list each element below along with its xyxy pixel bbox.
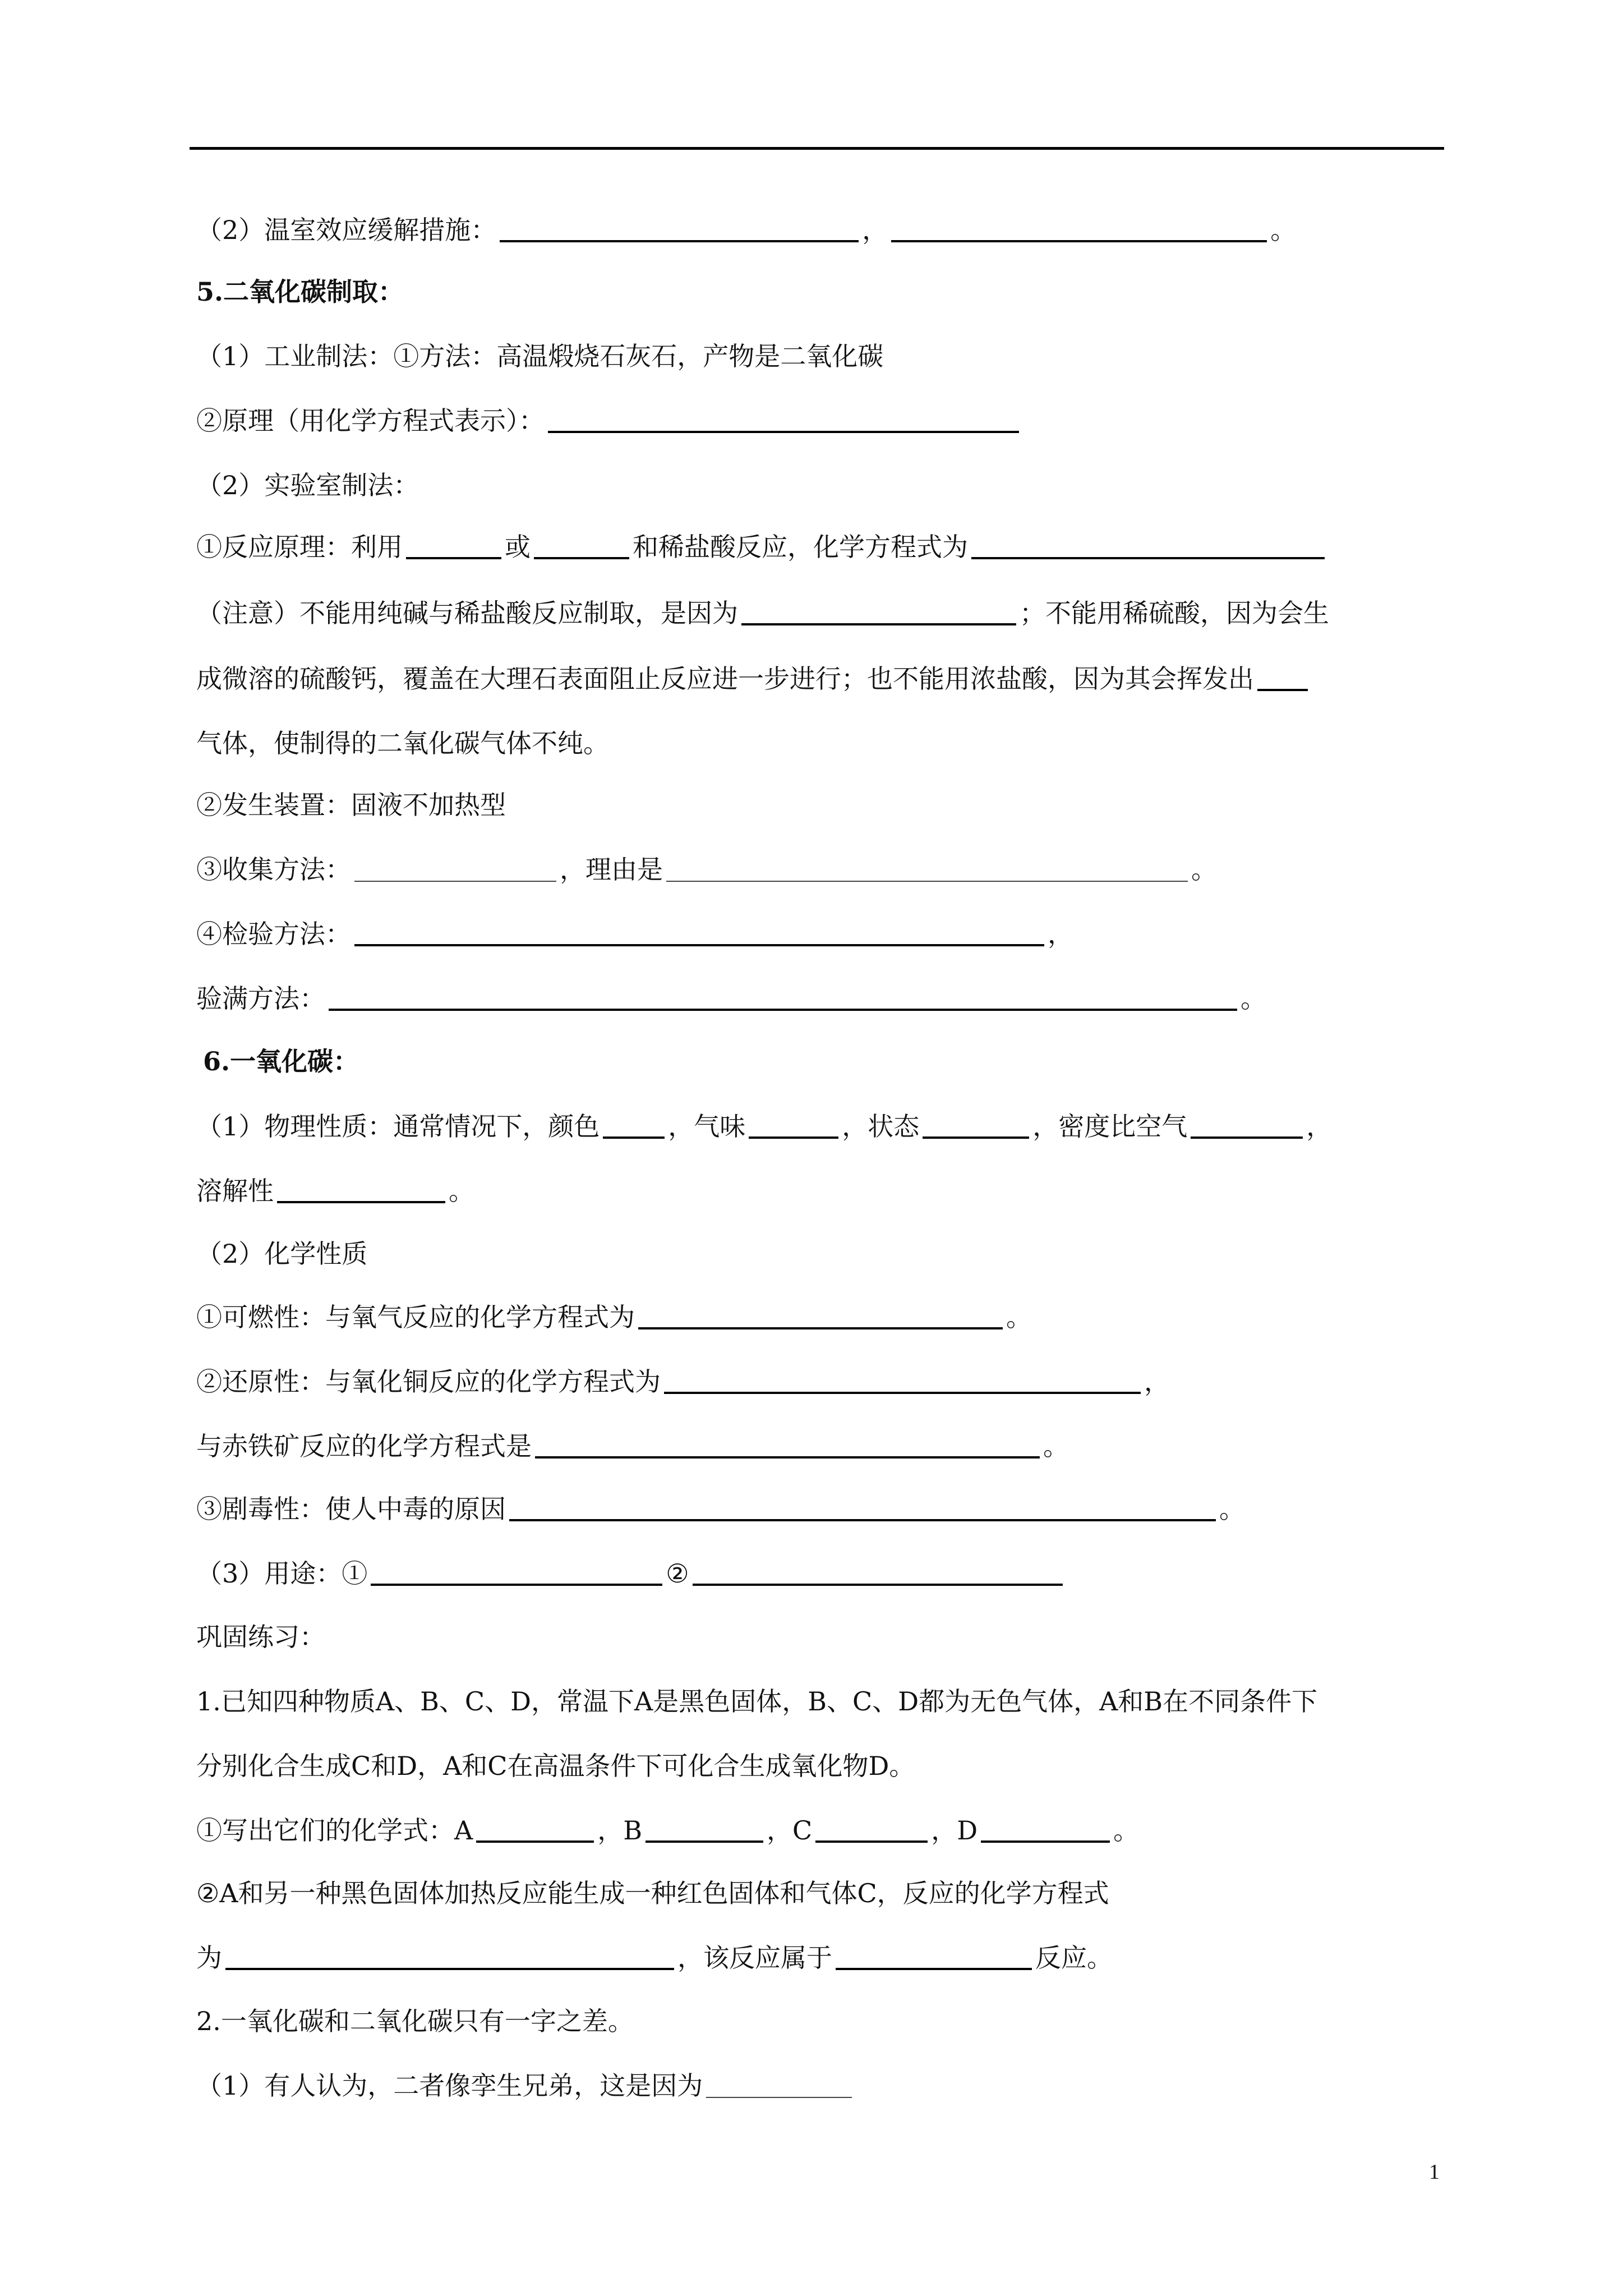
answer-blank[interactable]: [277, 1175, 445, 1203]
line-text: ②还原性：与氧化铜反应的化学方程式为: [196, 1366, 661, 1397]
text-line: [196, 213, 1455, 247]
line-text: ①写出它们的化学式：A: [196, 1815, 473, 1846]
answer-blank[interactable]: [693, 1558, 1063, 1586]
line-text: 成微溶的硫酸钙，覆盖在大理石表面阻止反应进一步进行；也不能用浓盐酸，因为其会挥发出: [196, 664, 1254, 694]
text-line: [196, 1300, 1455, 1334]
line-text: （1）有人认为，二者像孪生兄弟，这是因为: [196, 2070, 703, 2101]
line-text: 2.一氧化碳和二氧化碳只有一字之差。: [196, 2006, 634, 2036]
text-line: [196, 1685, 1455, 1718]
line-text: ，: [1048, 919, 1073, 949]
line-text: 为: [196, 1943, 222, 1973]
line-text: （2）实验室制法：: [196, 470, 419, 500]
text-line: [196, 726, 1455, 760]
answer-blank[interactable]: [548, 405, 1019, 433]
answer-blank[interactable]: [749, 1111, 838, 1139]
line-text: ，: [862, 215, 888, 245]
answer-blank[interactable]: [476, 1815, 594, 1843]
answer-blank[interactable]: [891, 214, 1267, 242]
line-text: 巩固练习：: [196, 1622, 325, 1652]
line-text: 反应。: [1035, 1943, 1113, 1973]
line-text: ，状态: [842, 1111, 920, 1142]
section-title: 5.二氧化碳制取：: [196, 277, 404, 307]
line-text: ，气味: [668, 1111, 746, 1142]
line-text: （3）用途：①: [196, 1558, 368, 1589]
answer-blank[interactable]: [638, 1301, 1003, 1329]
text-line: [196, 1110, 1455, 1143]
line-text: ③剧毒性：使人中毒的原因: [196, 1494, 506, 1524]
line-text: ，密度比空气: [1032, 1111, 1188, 1142]
answer-blank[interactable]: [815, 1815, 928, 1843]
line-text: 溶解性: [196, 1176, 274, 1206]
line-text: （注意）不能用纯碱与稀盐酸反应制取，是因为: [196, 598, 738, 628]
answer-blank[interactable]: [836, 1942, 1032, 1970]
line-text: 。: [1270, 215, 1297, 245]
line-text: （2）化学性质: [196, 1239, 368, 1269]
text-line: [196, 1365, 1455, 1398]
line-text: ②A和另一种黑色固体加热反应能生成一种红色固体和气体C，反应的化学方程式: [196, 1878, 1109, 1908]
line-text: 。: [1006, 1302, 1032, 1332]
line-text: （2）温室效应缓解措施：: [196, 215, 497, 245]
text-line: [196, 1814, 1455, 1847]
line-text: 与赤铁矿反应的化学方程式是: [196, 1431, 532, 1461]
text-line: [196, 1492, 1455, 1526]
line-text: （1）工业制法：①方法：高温煅烧石灰石，产物是二氧化碳: [196, 341, 884, 371]
answer-blank[interactable]: [971, 531, 1325, 559]
line-text: ，: [1144, 1366, 1170, 1397]
answer-blank[interactable]: [354, 918, 1044, 946]
answer-blank[interactable]: [603, 1111, 665, 1139]
line-text: ，该反应属于: [677, 1943, 832, 1973]
section-title: 6.一氧化碳：: [203, 1046, 359, 1076]
answer-blank[interactable]: [225, 1942, 674, 1970]
text-line: [196, 530, 1455, 564]
answer-blank[interactable]: [371, 1558, 662, 1586]
line-text: 。: [1191, 854, 1217, 885]
answer-blank[interactable]: [645, 1815, 763, 1843]
text-line: [196, 1941, 1455, 1975]
answer-blank[interactable]: [500, 214, 859, 242]
answer-blank[interactable]: [509, 1493, 1216, 1521]
line-text: ，: [1306, 1111, 1332, 1142]
answer-blank[interactable]: [981, 1815, 1110, 1843]
text-line: [196, 662, 1455, 696]
line-text: ，C: [767, 1815, 813, 1846]
answer-blank[interactable]: [354, 855, 556, 882]
text-line: [196, 788, 1455, 822]
line-text: ，B: [597, 1815, 643, 1846]
line-text: （1）物理性质：通常情况下，颜色: [196, 1111, 600, 1142]
text-line: [196, 917, 1455, 951]
line-text: 和稀盐酸反应，化学方程式为: [633, 532, 968, 562]
line-text: ①可燃性：与氧气反应的化学方程式为: [196, 1302, 635, 1332]
section-heading: [203, 1045, 1455, 1078]
line-text: 。: [1219, 1494, 1245, 1524]
answer-blank[interactable]: [664, 1366, 1141, 1394]
text-line: [196, 1749, 1455, 1783]
answer-blank[interactable]: [666, 855, 1188, 882]
line-text: ，D: [931, 1815, 978, 1846]
answer-blank[interactable]: [706, 2071, 852, 2098]
line-text: ④检验方法：: [196, 919, 351, 949]
line-text: 。: [1241, 983, 1266, 1014]
line-text: 1.已知四种物质A、B、C、D，常温下A是黑色固体，B、C、D都为无色气体，A和B在不同条件下: [196, 1686, 1318, 1717]
line-text: 。: [1113, 1815, 1140, 1846]
line-text: ②原理（用化学方程式表示）：: [196, 406, 545, 436]
text-line: [196, 1557, 1455, 1590]
text-line: [196, 1429, 1455, 1463]
answer-blank[interactable]: [329, 983, 1237, 1011]
text-line: [196, 339, 1455, 373]
text-line: [196, 982, 1455, 1015]
text-line: [196, 2004, 1455, 2038]
text-line: [196, 2069, 1455, 2102]
header-rule: [190, 147, 1444, 150]
line-text: ②发生装置：固液不加热型: [196, 790, 506, 820]
line-text: 。: [1043, 1431, 1069, 1461]
line-text: 。: [449, 1176, 474, 1206]
line-text: 气体，使制得的二氧化碳气体不纯。: [196, 728, 609, 758]
line-text: ，理由是: [560, 854, 663, 885]
text-line: [196, 596, 1455, 630]
page-number: 1: [1429, 2160, 1440, 2184]
answer-blank[interactable]: [535, 1430, 1040, 1458]
line-text: ③收集方法：: [196, 854, 351, 885]
answer-blank[interactable]: [406, 531, 501, 559]
answer-blank[interactable]: [741, 597, 1016, 625]
line-text: ②: [666, 1558, 689, 1589]
section-heading: [196, 275, 1455, 309]
text-line: [196, 1174, 1455, 1208]
text-line: [196, 853, 1455, 886]
text-line: [196, 1620, 1455, 1654]
line-text: ①反应原理：利用: [196, 532, 403, 562]
answer-blank[interactable]: [1257, 663, 1308, 691]
answer-blank[interactable]: [1191, 1111, 1303, 1139]
line-text: 分别化合生成C和D，A和C在高温条件下可化合生成氧化物D。: [196, 1751, 915, 1781]
line-text: 或: [505, 532, 531, 562]
text-line: [196, 1876, 1455, 1910]
answer-blank[interactable]: [534, 531, 629, 559]
line-text: ；不能用稀硫酸，因为会生: [1020, 598, 1329, 628]
line-text: 验满方法：: [196, 983, 325, 1014]
text-line: [196, 468, 1455, 502]
text-line: [196, 1237, 1455, 1271]
answer-blank[interactable]: [923, 1111, 1029, 1139]
text-line: [196, 404, 1455, 438]
